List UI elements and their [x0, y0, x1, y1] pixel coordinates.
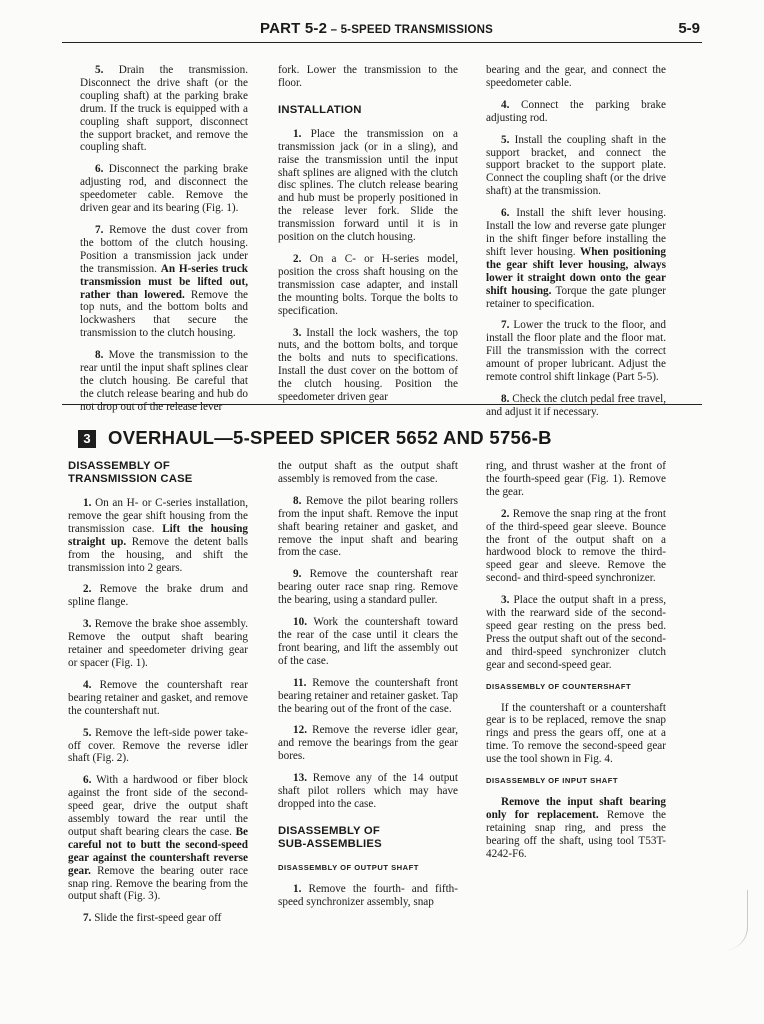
section-title: OVERHAUL—5-SPEED SPICER 5652 AND 5756-B: [108, 427, 552, 448]
step-text: Remove the fourth- and fifth-speed synchronizer assembly, snap: [278, 882, 458, 908]
step-number: 6.: [501, 207, 510, 220]
step-emphasis: When positioning the gear shift lever housing, always lower it straight down onto the gear shift housing.: [486, 245, 666, 297]
step-text: Work the countershaft toward the rear of the case until it clears the front bearing, and lift the assembly out of the case.: [278, 616, 458, 667]
step-text: Install the shift lever housing. Install the low and reverse gate plunger in the shift finger before installing the shift lever housing.: [486, 207, 666, 258]
paragraph: [68, 774, 248, 903]
step-emphasis: Be careful not to butt the second-speed gear against the countershaft reverse gear.: [68, 825, 248, 877]
step-text: On a C- or H-series model, position the cross shaft housing on the transmission case adapter, and install the mounting bolts. Torque the bolts to specification.: [278, 252, 458, 317]
paragraph: [68, 727, 248, 766]
heading-line: DISASSEMBLY OF OUTPUT SHAFT: [278, 862, 419, 872]
step-text: Place the transmission on a transmission jack (or in a sling), and raise the transmission until the input shaft splines are aligned with the clutch disc splines. The clutch release bearing and hub must be properly positioned in the release lever fork. Slide the transmission forward until it is in position on the clutch housing.: [278, 127, 458, 244]
step-number: 2.: [501, 507, 510, 520]
step-text: Remove the left-side power take-off cover. Remove the reverse idler shaft (Fig. 2).: [68, 726, 248, 765]
paragraph: [68, 618, 248, 670]
paragraph: [278, 616, 458, 668]
part-label: PART 5-2: [260, 20, 328, 37]
countershaft-subheading: [486, 681, 666, 694]
paragraph: [486, 393, 666, 419]
step-number: 8.: [293, 494, 302, 507]
bottom-column-1: [68, 460, 248, 934]
step-number: 6.: [83, 774, 92, 787]
paragraph: [278, 495, 458, 560]
paragraph: [278, 64, 458, 90]
step-text: Remove the countershaft rear bearing retainer and gasket, and remove the countershaft nut.: [68, 678, 248, 717]
paragraph: [278, 460, 458, 486]
heading-line: DISASSEMBLY OF INPUT SHAFT: [486, 776, 618, 786]
heading-line: DISASSEMBLY OF: [68, 460, 170, 472]
paragraph: [486, 99, 666, 125]
paragraph: [486, 64, 666, 90]
top-column-1: [80, 64, 248, 423]
running-title: [260, 20, 493, 37]
step-number: 5.: [83, 726, 92, 739]
step-number: 1.: [293, 127, 302, 140]
paragraph: [278, 883, 458, 909]
paragraph: [68, 583, 248, 609]
step-text: Install the coupling shaft in the support bracket, and connect the support bracket to the support plate. Connect the coupling shaft (or the drive shaft) at the transmission.: [486, 133, 666, 198]
paragraph: [278, 724, 458, 763]
step-number: 8.: [95, 349, 104, 362]
step-number: 7.: [83, 912, 92, 925]
step-number: 3.: [83, 618, 92, 631]
step-number: 1.: [293, 882, 302, 895]
paragraph: [68, 679, 248, 718]
step-text-tail: Remove the detent balls from the housing, and shift the transmission into 2 gears.: [68, 535, 248, 574]
step-number: 5.: [95, 64, 104, 76]
step-number: 9.: [293, 568, 302, 581]
step-number: 2.: [293, 252, 302, 265]
step-text: Remove the brake drum and spline flange.: [68, 583, 248, 609]
disassembly-subassemblies-heading: [278, 825, 458, 851]
page-number: 5-9: [678, 20, 700, 37]
heading-line: DISASSEMBLY OF COUNTERSHAFT: [486, 681, 632, 691]
step-text: Check the clutch pedal free travel, and adjust it if necessary.: [486, 392, 666, 418]
output-shaft-subheading: [278, 862, 458, 875]
section-rule: [62, 404, 702, 405]
paragraph: [486, 207, 666, 310]
input-shaft-subheading: [486, 775, 666, 788]
paragraph: [486, 319, 666, 384]
step-text: Slide the first-speed gear off: [91, 912, 222, 925]
step-text: Disconnect the parking brake adjusting rod, and disconnect the speedometer cable. Remove the driven gear and its bearing (Fig. 1).: [80, 163, 248, 215]
step-emphasis: Remove the input shaft bearing only for replacement.: [486, 795, 666, 821]
step-text: Connect the parking brake adjusting rod.: [486, 98, 666, 124]
step-number: 5.: [501, 133, 510, 146]
step-number: 3.: [293, 326, 302, 339]
paragraph: [278, 327, 458, 404]
bottom-column-2: [278, 460, 458, 918]
paragraph: [278, 128, 458, 244]
page-edge-mark: [725, 890, 748, 950]
step-emphasis: An H-series truck transmission must be lifted out, rather than lowered.: [80, 262, 249, 301]
step-text: Remove the brake shoe assembly. Remove the output shaft bearing retainer and speedometer driving gear or spacer (Fig. 1).: [68, 618, 248, 669]
heading-line: DISASSEMBLY OF: [278, 824, 380, 837]
step-number: 12.: [293, 724, 307, 737]
paragraph: [80, 64, 248, 154]
step-number: 2.: [83, 583, 92, 596]
heading-line: SUB-ASSEMBLIES: [278, 837, 382, 850]
paragraph: [486, 134, 666, 199]
paragraph: [278, 568, 458, 607]
paragraph-text: bearing and the gear, and connect the speedometer cable.: [486, 64, 666, 89]
paragraph-text: the output shaft as the output shaft assembly is removed from the case.: [278, 460, 458, 485]
step-number: 11.: [293, 676, 307, 689]
step-text: Move the transmission to the rear until the input shaft splines clear the clutch housing. Be careful that the clutch release bearing and hub do not drop out of the release lever: [80, 349, 248, 413]
paragraph: [278, 253, 458, 318]
top-column-3: [486, 64, 666, 428]
disassembly-case-heading: [68, 460, 248, 486]
step-number: 6.: [95, 163, 104, 176]
step-text-tail: Remove the bearing outer race snap ring. Remove the bearing from the output shaft (Fig. 3).: [68, 864, 248, 903]
paragraph: [68, 912, 248, 925]
step-text: Remove the retaining snap ring, and press the bearing off the shaft, using tool T53T-4242-F6.: [486, 808, 667, 860]
step-number: 4.: [501, 98, 510, 111]
step-number: 3.: [501, 594, 510, 607]
paragraph: [68, 497, 248, 574]
step-number: 10.: [293, 616, 307, 629]
step-text: Remove the dust cover from the bottom of the clutch housing. Position a transmission jack under the transmission.: [80, 223, 248, 275]
step-emphasis: Lift the housing straight up.: [68, 522, 249, 548]
step-text: Remove the pilot bearing rollers from the input shaft. Remove the input shaft bearing retainer and gasket, and remove the input shaft and bearing from the case.: [278, 494, 458, 559]
step-text: Remove the reverse idler gear, and remove the bearings from the gear bores.: [278, 724, 458, 763]
step-text: Place the output shaft in a press, with the rearward side of the second-speed gear resting on the press bed. Press the output shaft out of the second- and third-speed synchronizer clutch gear and second-speed gear.: [486, 594, 666, 671]
paragraph-text: If the countershaft or a countershaft gear is to be replaced, remove the snap rings and press the gears off, one at a time. To remove the second-speed gear use the tool shown in Fig. 4.: [486, 701, 666, 766]
step-number: 1.: [83, 497, 92, 509]
bottom-column-3: [486, 460, 666, 869]
step-text: Install the lock washers, the top nuts, and the bottom bolts, and torque the bolts and nuts to specifications. Install the dust cover on the bottom of the clutch housing. Position the speedometer driven gear: [278, 326, 458, 404]
step-number: 7.: [501, 319, 510, 332]
paragraph: [278, 772, 458, 811]
paragraph: [486, 796, 666, 861]
page-header: [0, 20, 764, 42]
step-text: Remove the countershaft rear bearing outer race snap ring. Remove the bearing, using a standard puller.: [278, 568, 458, 607]
paragraph: [80, 163, 248, 215]
section-number-badge: 3: [78, 430, 96, 448]
paragraph-text: fork. Lower the transmission to the floor.: [278, 64, 458, 89]
paragraph: [486, 702, 666, 767]
installation-heading: [278, 104, 458, 117]
step-text: Remove the countershaft front bearing retainer and retainer gasket. Tap the bearing out of the front of the case.: [278, 676, 458, 715]
paragraph: [486, 508, 666, 585]
step-text: Remove any of the 14 output shaft pilot rollers which may have dropped into the case.: [278, 772, 458, 810]
step-text: Remove the snap ring at the front of the third-speed gear sleeve. Bounce the front of the output shaft on a hardwood block to remove the third-speed gear and sleeve. Remove the second- and third-speed synchronizer.: [486, 507, 666, 585]
heading-line: INSTALLATION: [278, 103, 362, 116]
step-number: 4.: [83, 678, 92, 691]
heading-line: TRANSMISSION CASE: [68, 473, 193, 485]
part-subtitle: 5-SPEED TRANSMISSIONS: [340, 24, 494, 36]
paragraph: [486, 460, 666, 499]
step-text-tail: Torque the gate plunger retainer to specification.: [486, 284, 667, 310]
step-number: 8.: [501, 392, 510, 405]
step-number: 13.: [293, 772, 307, 785]
step-text: On an H- or C-series installation, remove the gear shift housing from the transmission case.: [68, 497, 248, 535]
header-rule: [62, 42, 702, 43]
paragraph: [278, 677, 458, 716]
step-text-tail: Remove the top nuts, and the bottom bolts and lockwashers that secure the transmission to the clutch housing.: [80, 288, 249, 340]
paragraph: [486, 594, 666, 671]
step-text: Drain the transmission. Disconnect the drive shaft (or the coupling shaft) at the parking brake drum. If the truck is equipped with a coupling shaft support, disconnect the support bracket, and remove the coupling shaft.: [80, 64, 248, 154]
title-dash: –: [327, 24, 341, 36]
top-column-2: [278, 64, 458, 413]
step-number: 7.: [95, 223, 104, 236]
step-text: Lower the truck to the floor, and install the floor plate and the floor mat. Fill the transmission with the correct amount of proper lubricant. Adjust the remote control shift linkage (Part 5-5).: [486, 319, 666, 384]
step-text: With a hardwood or fiber block against the front side of the second-speed gear, drive the output shaft assembly toward the rear until the output shaft bearing clears the case.: [68, 774, 248, 838]
paragraph: [80, 224, 248, 340]
paragraph-text: ring, and thrust washer at the front of the fourth-speed gear (Fig. 1). Remove the gear.: [486, 460, 666, 498]
